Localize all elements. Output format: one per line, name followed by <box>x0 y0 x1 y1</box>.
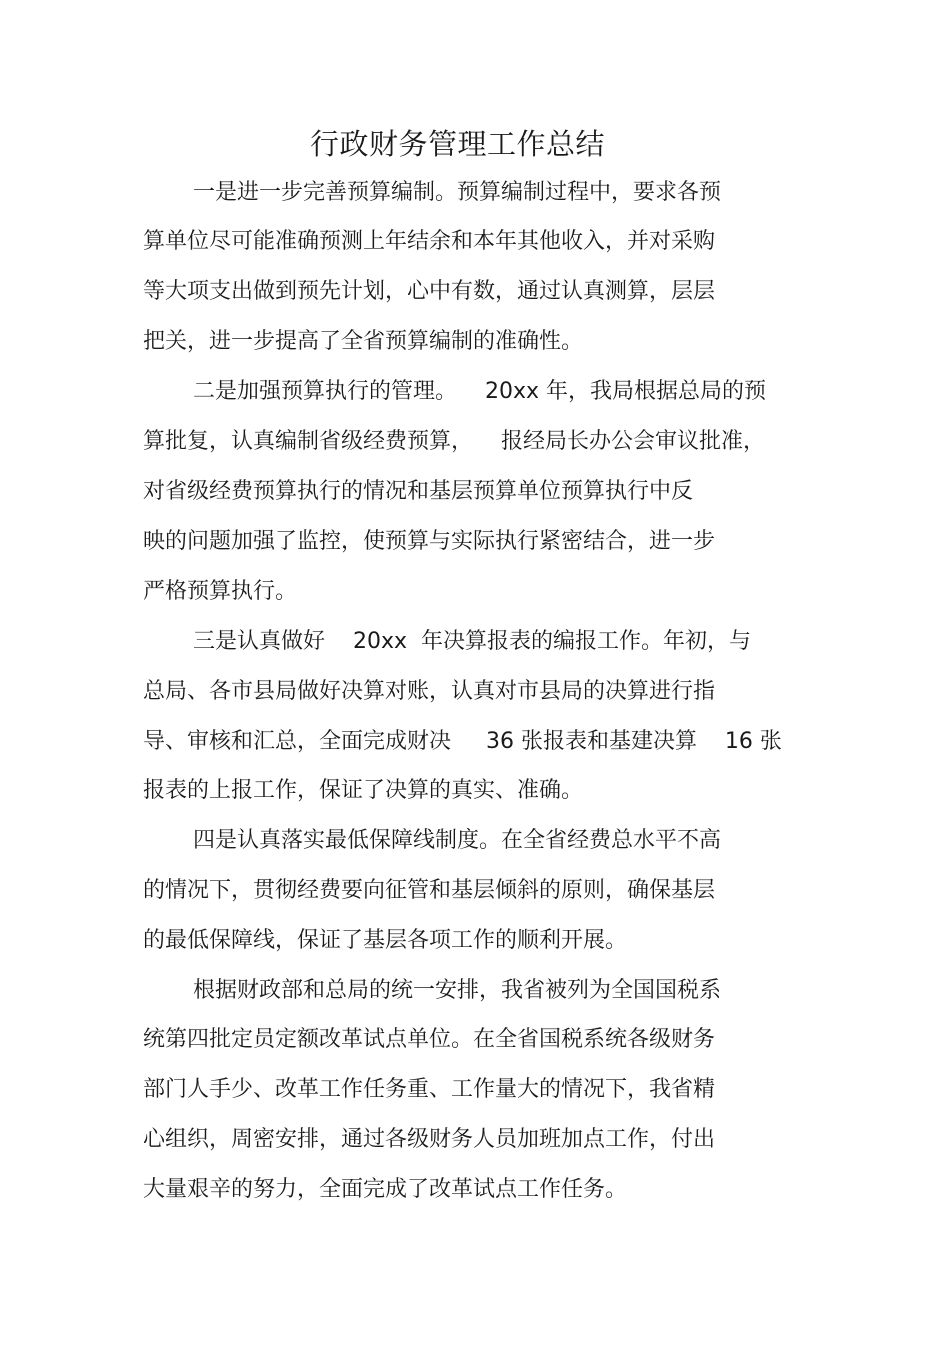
paragraph-5-line-1: 根据财政部和总局的统一安排，我省被列为全国国税系 <box>193 978 722 1003</box>
document-title: 行政财务管理工作总结 <box>309 127 605 161</box>
paragraph-5-line-4: 心组织，周密安排，通过各级财务人员加班加点工作，付出 <box>143 1127 716 1152</box>
paragraph-2-line-5: 严格预算执行。 <box>143 579 298 604</box>
paragraph-2-line-2: 算批复，认真编制省级经费预算， 报经局长办公会审议批准， <box>143 429 765 454</box>
paragraph-5-line-5: 大量艰辛的努力，全面完成了改革试点工作任务。 <box>143 1177 628 1202</box>
paragraph-1-line-1: 一是进一步完善预算编制。预算编制过程中，要求各预 <box>193 180 722 205</box>
paragraph-3-line-1: 三是认真做好 20xx 年决算报表的编报工作。年初，与 <box>193 629 751 654</box>
paragraph-2-line-4: 映的问题加强了监控，使预算与实际执行紧密结合，进一步 <box>143 529 716 554</box>
paragraph-3-line-2: 总局、各市县局做好决算对账，认真对市县局的决算进行指 <box>143 679 716 704</box>
paragraph-5-line-2: 统第四批定员定额改革试点单位。在全省国税系统各级财务 <box>143 1027 716 1052</box>
paragraph-3-line-4: 报表的上报工作，保证了决算的真实、准确。 <box>143 778 584 803</box>
paragraph-4-line-3: 的最低保障线，保证了基层各项工作的顺利开展。 <box>143 928 628 953</box>
paragraph-2-line-1: 二是加强预算执行的管理。 20xx 年，我局根据总局的预 <box>193 379 767 404</box>
paragraph-1-line-4: 把关，进一步提高了全省预算编制的准确性。 <box>143 329 584 354</box>
paragraph-4-line-1: 四是认真落实最低保障线制度。在全省经费总水平不高 <box>193 828 722 853</box>
paragraph-3-line-3: 导、审核和汇总，全面完成财决 36 张报表和基建决算 16 张 <box>143 729 782 754</box>
paragraph-2-line-3: 对省级经费预算执行的情况和基层预算单位预算执行中反 <box>143 479 694 504</box>
paragraph-5-line-3: 部门人手少、改革工作任务重、工作量大的情况下，我省精 <box>143 1077 716 1102</box>
paragraph-1-line-3: 等大项支出做到预先计划，心中有数，通过认真测算，层层 <box>143 279 716 304</box>
paragraph-4-line-2: 的情况下，贯彻经费要向征管和基层倾斜的原则，确保基层 <box>143 878 716 903</box>
paragraph-1-line-2: 算单位尽可能准确预测上年结余和本年其他收入，并对采购 <box>143 229 716 254</box>
